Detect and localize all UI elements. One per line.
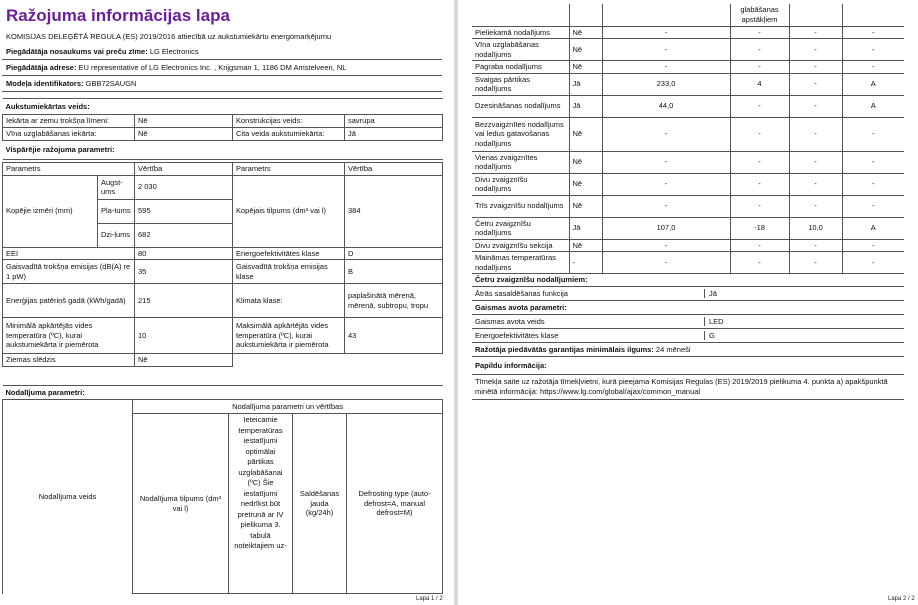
climate-class-label: Klimata klase:	[233, 284, 345, 318]
compartment-name: Maināmas temperatūras nodalījums	[472, 252, 569, 274]
light-type-label: Gaismas avota veids	[475, 317, 705, 326]
compartment-freeze: -	[789, 95, 842, 117]
extra-sections	[472, 273, 904, 400]
design-type-value: savrupa	[345, 115, 443, 128]
eei-label: EEI	[3, 247, 135, 260]
dim-depth-value: 682	[135, 223, 233, 247]
compartment-row	[472, 173, 904, 195]
compartment-defrost: -	[842, 252, 904, 274]
compartment-freeze: -	[789, 252, 842, 274]
compartment-defrost: -	[842, 239, 904, 252]
light-type-value: LED	[709, 317, 724, 326]
compartment-freeze: 10,0	[789, 217, 842, 239]
compartment-temp: -	[730, 61, 789, 74]
compartment-volume: -	[602, 151, 730, 173]
compartment-name: Trīs zvaigznīšu nodalījums	[472, 195, 569, 217]
compartment-defrost: -	[842, 151, 904, 173]
dim-height-value: 2 030	[135, 175, 233, 199]
compartment-volume: 44,0	[602, 95, 730, 117]
param-row	[3, 260, 443, 284]
compartment-name: Vīna uzglabāšanas nodalījums	[472, 39, 569, 61]
compartment-volume: -	[602, 39, 730, 61]
energy-class-value: D	[345, 247, 443, 260]
compartment-present: Jā	[569, 217, 602, 239]
param-row	[3, 354, 443, 367]
climate-class-value: paplašinātā mērenā, mērenā, subtropu, tropu	[345, 284, 443, 318]
compartment-name: Dzesināšanas nodalījums	[472, 95, 569, 117]
general-params-heading: Vispārējie ražojuma parametri:	[3, 141, 443, 160]
compartment-freeze-header: Saldēšanas jauda (kg/24h)	[293, 414, 347, 594]
supplier-info	[2, 44, 442, 92]
min-temp-value: 10	[135, 318, 233, 354]
compartment-freeze: -	[789, 195, 842, 217]
compartment-freeze: -	[789, 73, 842, 95]
col-value-header: Vērtība	[135, 163, 233, 176]
col-param-header: Parametrs	[3, 163, 135, 176]
compartment-temp-header: Ieteicamie temperatūras iestatījumi optimālai pārtikas uzglabāšanai (ºC) Šie iestatījumi nedrīkst būt pretrunā ar IV pielikuma 3. tabulā noteiktajiem uz-	[229, 414, 293, 594]
compartment-row	[472, 217, 904, 239]
compartment-freeze: -	[789, 151, 842, 173]
other-appliance-label: Cita veida aukstumiekārta:	[233, 128, 345, 141]
compartment-temp: -	[730, 95, 789, 117]
compartment-temp: -	[730, 173, 789, 195]
compartment-row	[472, 73, 904, 95]
compartment-temp: -18	[730, 217, 789, 239]
light-class-row	[472, 329, 904, 343]
compartment-name: Divu zvaigznīšu sekcija	[472, 239, 569, 252]
compartment-row	[472, 117, 904, 151]
compartment-defrost: A	[842, 95, 904, 117]
page-number: Lapa 1 / 2	[416, 596, 443, 602]
compartment-present: Nē	[569, 195, 602, 217]
compartment-volume: -	[602, 26, 730, 39]
supplier-address-value: EU representative of LG Electronics Inc. , Krijgsman 1, 1186 DM Amstelveen, NL	[78, 63, 347, 72]
extra-info-heading: Papildu informācija:	[472, 357, 904, 375]
compartment-present: Nē	[569, 239, 602, 252]
fast-freeze-row	[472, 287, 904, 301]
fast-freeze-label: Ātrās sasaldēšanas funkcija	[475, 289, 705, 298]
compartment-present: Jā	[569, 73, 602, 95]
compartment-name: Vienas zvaigznītes nodalījums	[472, 151, 569, 173]
compartment-freeze: -	[789, 239, 842, 252]
compartment-row	[472, 151, 904, 173]
compartment-temp: 4	[730, 73, 789, 95]
regulation-subtitle: KOMISIJAS DELEĢĒTĀ REGULA (ES) 2019/2016 attiecībā uz aukstumiekārtu energomarķējumu	[6, 32, 332, 41]
compartment-temp: -	[730, 39, 789, 61]
compartment-row	[472, 239, 904, 252]
compartment-name: Bezzvaigznītes nodalījums vai ledus gatavošanas nodalījums	[472, 117, 569, 151]
type-heading: Aukstumiekārtas veids:	[3, 99, 443, 115]
compartment-row	[472, 61, 904, 74]
volume-value: 384	[345, 175, 443, 247]
design-type-label: Konstrukcijas veids:	[233, 115, 345, 128]
dims-label: Kopējie izmēri (mm)	[3, 175, 98, 247]
compartment-defrost: -	[842, 26, 904, 39]
annual-consumption-label: Enerģijas patēriņš gadā (kWh/gadā)	[3, 284, 135, 318]
compartment-name: Svaigas pārtikas nodalījums	[472, 73, 569, 95]
supplier-name-value: LG Electronics	[149, 47, 199, 56]
compartment-volume-header: Nodalījuma tilpums (dm³ vai l)	[133, 414, 229, 594]
document-page-2	[458, 0, 918, 605]
appliance-type-table	[2, 98, 443, 160]
compartment-defrost: -	[842, 39, 904, 61]
compartment-volume: -	[602, 117, 730, 151]
compartment-volume: -	[602, 252, 730, 274]
noise-class-label: Gaisvadītā trokšņa emisijas klase	[233, 260, 345, 284]
compartment-volume: -	[602, 173, 730, 195]
compartment-defrost: -	[842, 173, 904, 195]
model-row	[2, 76, 442, 92]
page-number: Lapa 2 / 2	[888, 596, 915, 602]
compartment-defrost: A	[842, 73, 904, 95]
document-page-1	[0, 0, 454, 605]
compartment-temp: -	[730, 26, 789, 39]
four-star-heading: Četru zvaigznīšu nodalījumiem:	[472, 273, 904, 287]
compartment-temp: -	[730, 252, 789, 274]
compartment-freeze: -	[789, 61, 842, 74]
winter-switch-label: Ziemas slēdzis	[3, 354, 135, 367]
supplier-address-row	[2, 60, 442, 76]
compartment-defrost: -	[842, 117, 904, 151]
compartment-row	[472, 26, 904, 39]
noise-value: 35	[135, 260, 233, 284]
supplier-name-label: Piegādātāja nosaukums vai preču zīme:	[6, 47, 148, 56]
compartment-volume: -	[602, 195, 730, 217]
dim-height-label: Augst-ums	[98, 175, 135, 199]
model-label: Modeļa identifikators:	[6, 79, 84, 88]
compartment-temp: -	[730, 195, 789, 217]
compartment-row	[472, 195, 904, 217]
other-appliance-value: Jā	[345, 128, 443, 141]
volume-label: Kopējais tilpums (dm³ vai l)	[233, 175, 345, 247]
noise-class-value: B	[345, 260, 443, 284]
compartment-volume: -	[602, 61, 730, 74]
low-noise-value: Nē	[135, 115, 233, 128]
col-param-header: Parametrs	[233, 163, 345, 176]
type-row	[3, 128, 443, 141]
compartment-present: Nē	[569, 151, 602, 173]
warranty-value: 24 mēneši	[655, 345, 691, 354]
light-heading: Gaismas avota parametri:	[472, 301, 904, 315]
compartment-volume: 233,0	[602, 73, 730, 95]
page-title: Ražojuma informācijas lapa	[6, 6, 230, 25]
eei-value: 80	[135, 247, 233, 260]
max-temp-label: Maksimālā apkārtējās vides temperatūra (ºC), kurai aukstumiekārta ir piemērota	[233, 318, 345, 354]
compartment-freeze: -	[789, 173, 842, 195]
compartment-present: Nē	[569, 61, 602, 74]
type-row	[3, 115, 443, 128]
compartment-row	[472, 39, 904, 61]
wine-storage-value: Nē	[135, 128, 233, 141]
compartment-defrost-header: Defrosting type (auto-defrost=A, manual defrost=M)	[347, 414, 443, 594]
compartment-defrost: -	[842, 61, 904, 74]
param-row	[3, 247, 443, 260]
compartment-present: -	[569, 252, 602, 274]
warranty-row	[472, 343, 904, 357]
compartment-values-table	[472, 4, 904, 274]
compartment-type-header: Nodalījuma veids	[3, 400, 133, 594]
compartment-present: Nē	[569, 173, 602, 195]
low-noise-label: Iekārta ar zemu trokšņa līmeni:	[3, 115, 135, 128]
compartment-defrost: A	[842, 217, 904, 239]
compartment-row	[472, 252, 904, 274]
col-value-header: Vērtība	[345, 163, 443, 176]
dim-depth-label: Dzi-ļums	[98, 223, 135, 247]
param-row	[3, 318, 443, 354]
compartment-params-table	[2, 385, 443, 594]
compartment-row	[472, 95, 904, 117]
light-class-value: G	[709, 331, 715, 340]
light-class-label: Energoefektivitātes klase	[475, 331, 705, 340]
noise-label: Gaisvadītā trokšņa emisijas (dB(A) re 1 pW)	[3, 260, 135, 284]
compartment-freeze: -	[789, 39, 842, 61]
compartment-temp: -	[730, 117, 789, 151]
dim-width-value: 595	[135, 199, 233, 223]
compartment-volume: -	[602, 239, 730, 252]
max-temp-value: 43	[345, 318, 443, 354]
energy-class-label: Energoefektivitātes klase	[233, 247, 345, 260]
compartment-present: Nē	[569, 26, 602, 39]
compartment-name: Pagraba nodalījums	[472, 61, 569, 74]
compartment-name: Četru zvaigznīšu nodalījums	[472, 217, 569, 239]
supplier-address-label: Piegādātāja adrese:	[6, 63, 77, 72]
param-row	[3, 284, 443, 318]
compartment-volume: 107,0	[602, 217, 730, 239]
params-header-row	[3, 163, 443, 176]
temp-header-fragment: glabāšanas apstākļiem	[730, 4, 789, 26]
compartment-group-header: Nodalījuma parametri un vērtības	[133, 400, 443, 414]
compartment-name: Divu zvaigznīšu nodalījums	[472, 173, 569, 195]
general-params-table	[2, 162, 443, 367]
compartment-name: Pieliekamā nodalījums	[472, 26, 569, 39]
compartment-present: Jā	[569, 95, 602, 117]
winter-switch-value: Nē	[135, 354, 233, 367]
extra-info-text: Tīmekļa saite uz ražotāja tīmekļvietni, kurā pieejama Komisijas Regulas (ES) 2019/2019 pielikuma 4. punkta a) apakšpunktā minētā informācija: https://www.lg.com/global/ajax/common_manual	[472, 375, 904, 400]
compartment-present: Nē	[569, 39, 602, 61]
model-value: GBB72SAUGN	[85, 79, 137, 88]
compartment-heading: Nodalījuma parametri:	[3, 386, 443, 400]
fast-freeze-value: Jā	[709, 289, 717, 298]
wine-storage-label: Vīna uzglabāšanas iekārta:	[3, 128, 135, 141]
compartment-freeze: -	[789, 26, 842, 39]
light-type-row	[472, 315, 904, 329]
compartment-defrost: -	[842, 195, 904, 217]
dim-width-label: Pla-tums	[98, 199, 135, 223]
warranty-label: Ražotāja piedāvātās garantijas minimālais ilgums:	[475, 345, 654, 354]
annual-consumption-value: 215	[135, 284, 233, 318]
compartment-temp: -	[730, 151, 789, 173]
min-temp-label: Minimālā apkārtējās vides temperatūra (ºC), kurai aukstumiekārta ir piemērota	[3, 318, 135, 354]
supplier-name-row	[2, 44, 442, 60]
compartment-present: Nē	[569, 117, 602, 151]
compartment-freeze: -	[789, 117, 842, 151]
compartment-temp: -	[730, 239, 789, 252]
